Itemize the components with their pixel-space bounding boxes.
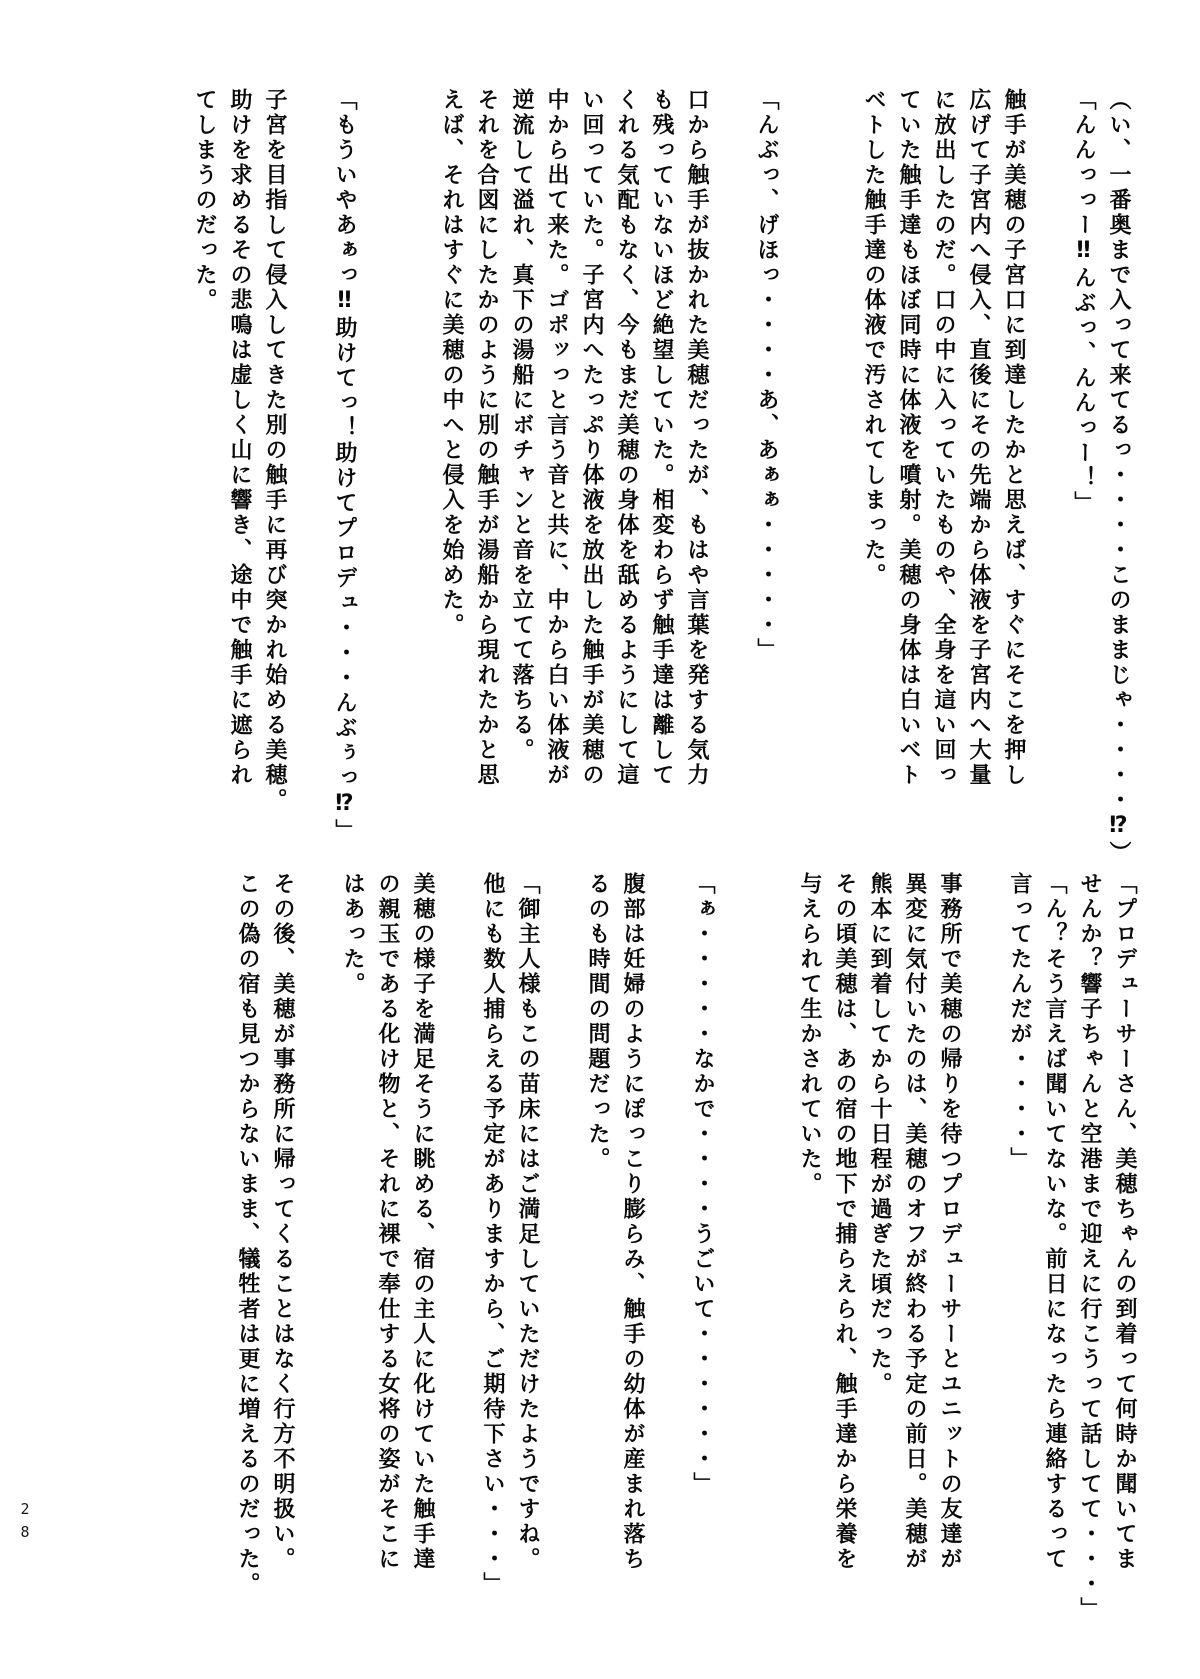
text-column: るのも時間の問題だった。 — [585, 872, 610, 1172]
text-column: 「ん？そう言えば聞いてないな。前日になったら連絡するって — [1042, 872, 1067, 1572]
text-column: 異変に気付いたのは、美穂のオフが終わる予定の前日。美穂が — [902, 872, 927, 1572]
text-column: 逆流して溢れ、真下の湯船にボチャンと音を立てて落ちる。 — [509, 88, 534, 763]
text-column: に放出したのだ。口の中に入っていたものや、全身を這い回っ — [931, 88, 956, 788]
text-column: い回っていた。子宮内へたっぷり体液を放出した触手が美穂の — [579, 88, 604, 788]
text-column: この偽の宿も見つからないまま、犠牲者は更に増えるのだった。 — [235, 872, 260, 1597]
text-column: ていた触手達もほぼ同時に体液を噴射。美穂の身体は白いベト — [896, 88, 921, 788]
top-text-block — [187, 88, 1136, 888]
text-column: 他にも数人捕らえる予定がありますから、ご期待下さい・・・」 — [480, 872, 505, 1597]
text-column: 広げて子宮内へ侵入、直後にその先端から体液を子宮内へ大量 — [966, 88, 991, 788]
text-column: 「んんっっー‼んぶっ、んんっー！」 — [1071, 88, 1096, 516]
text-column: 腹部は妊婦のようにぽっこり膨らみ、触手の幼体が産まれ落ち — [620, 872, 645, 1572]
text-column: 触手が美穂の子宮口に到達したかと思えば、すぐにそこを押し — [1001, 88, 1026, 788]
text-column: 熊本に到着してから十日程が過ぎた頃だった。 — [867, 872, 892, 1397]
text-column: 子宮を目指して侵入してきた別の触手に再び突かれ始める美穂。 — [262, 88, 287, 813]
text-column: 美穂の様子を満足そうに眺める、宿の主人に化けていた触手達 — [410, 872, 435, 1572]
text-column: 「ぁ・・・・・なかで・・・・うごいて・・・・・・」 — [690, 872, 715, 1497]
text-column: 「プロデューサーさん、美穂ちゃんの到着って何時か聞いてま — [1112, 872, 1137, 1572]
text-column: 言ってたんだが・・・・」 — [1007, 872, 1032, 1172]
text-column: 「御主人様もこの苗床にはご満足していただけたようですね。 — [515, 872, 540, 1572]
text-column: それを合図にしたかのように別の触手が湯船から現れたかと思 — [474, 88, 499, 788]
page-number: 28 — [16, 1500, 34, 1546]
text-column: ベトした触手達の体液で汚されてしまった。 — [861, 88, 886, 588]
text-column: えば、それはすぐに美穂の中へと侵入を始めた。 — [439, 88, 464, 638]
text-column: 与えられて生かされていた。 — [797, 872, 822, 1197]
text-column: はあった。 — [340, 872, 365, 997]
text-column: てしまうのだった。 — [192, 88, 217, 313]
text-column: （い、一番奥まで入って来てるっ・・・・このままじゃ・・・・⁉） — [1106, 88, 1131, 866]
bottom-text-block — [230, 872, 1142, 1622]
text-column: の親玉である化け物と、それに裸で奉仕する女将の姿がそこに — [375, 872, 400, 1572]
text-column: 「もういやあぁっ‼助けてっ！助けてプロデュ・・・んぶぅっ⁉」 — [332, 88, 357, 844]
text-column: くれる気配もなく、今もまだ美穂の身体を舐めるようにして這 — [614, 88, 639, 788]
text-column: 「んぶっ、げほっ・・・・あ、あぁぁ・・・・・」 — [754, 88, 779, 663]
text-column: 助けを求めるその悲鳴は虚しく山に響き、途中で触手に遮られ — [227, 88, 252, 788]
text-column: 事務所で美穂の帰りを待つプロデューサーとユニットの友達が — [937, 872, 962, 1572]
text-column: も残っていないほど絶望していた。相変わらず触手達は離して — [649, 88, 674, 788]
text-column: 口から触手が抜かれた美穂だったが、もはや言葉を発する気力 — [684, 88, 709, 788]
text-column: 中から出て来た。ゴポッっと言う音と共に、中から白い体液が — [544, 88, 569, 788]
text-column: その頃美穂は、あの宿の地下で捕らえられ、触手達から栄養を — [832, 872, 857, 1572]
text-column: その後、美穂が事務所に帰ってくることはなく行方不明扱い。 — [270, 872, 295, 1572]
text-column: せんか？響子ちゃんと空港まで迎えに行こうって話してて・・・」 — [1077, 872, 1102, 1622]
